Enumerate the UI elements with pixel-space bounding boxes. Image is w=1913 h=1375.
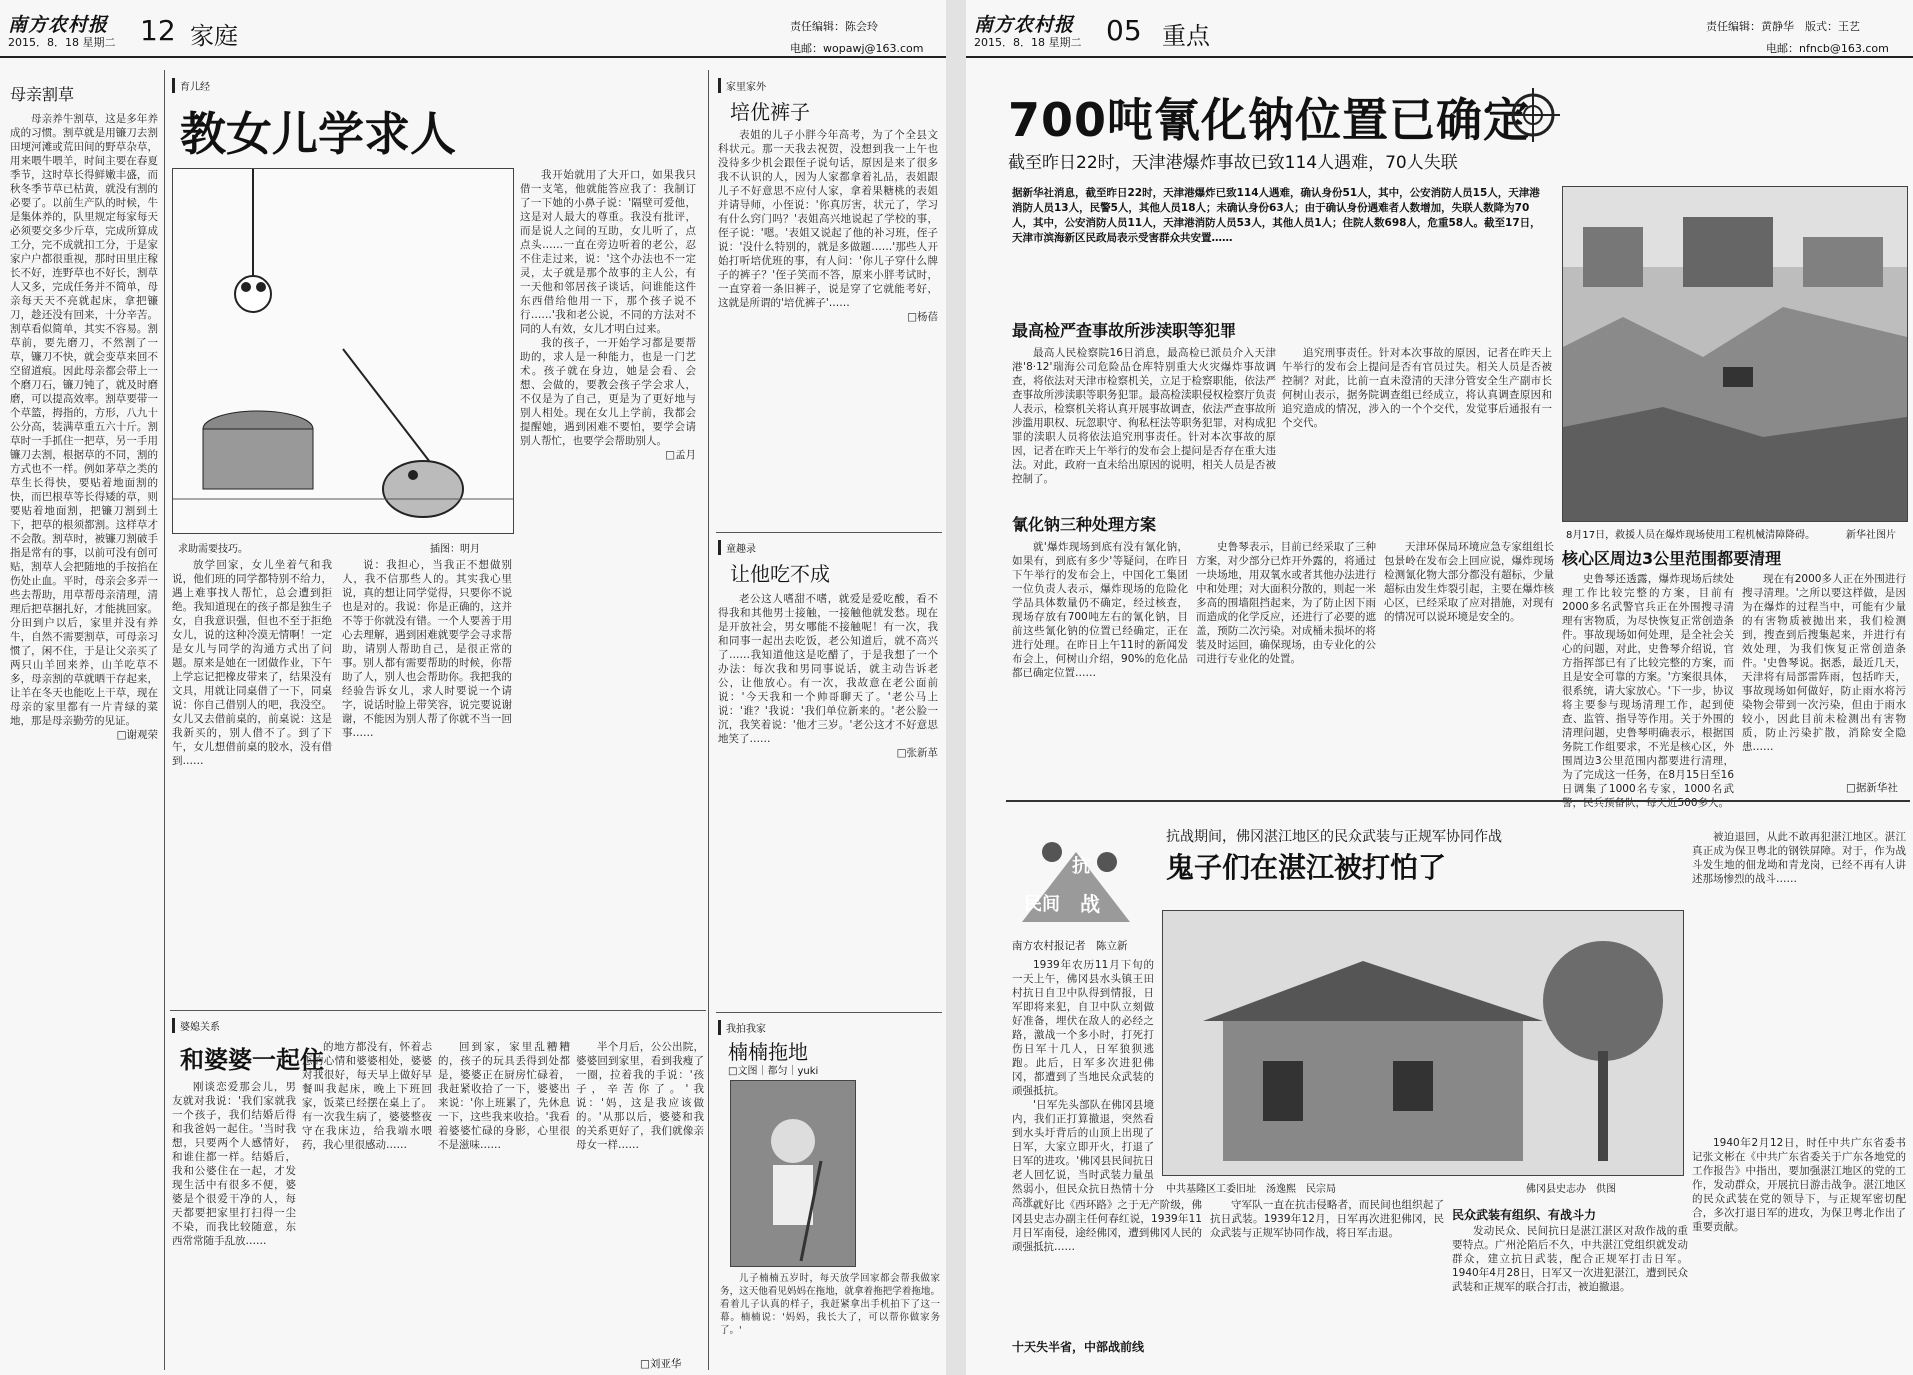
masthead-left: 南方农村报 [8,14,109,36]
divider-col-right [708,70,709,1370]
article1-title: 教女儿学求人 [180,107,456,161]
page-gutter [946,0,966,1375]
blast-photo-caption: 8月17日，救援人员在爆炸现场使用工程机械清障降碍。 [1566,530,1816,541]
sec4-text-5: 被迫退回，从此不敢再犯湛江地区。湛江真正成为保卫粤北的钢铁屏障。对于，作为战斗发生地的佃龙坳和青龙岗，已经不再有人讲述那场惨烈的战斗…… [1692,831,1906,885]
article3-body [718,592,938,1002]
war-badge-left: 民间 [1024,894,1060,915]
divider-a5 [170,1010,706,1011]
article2-title: 培优裤子 [730,100,810,124]
sec4-col-c [1210,1198,1444,1370]
sec1-body [1012,346,1276,498]
article1-col-c [520,168,696,998]
sec4-text-4: 守军队一直在抗击侵略者，而民间也组织起了抗日武装。1939年12月，日军再次进犯佛冈，民众武装与正规军协同作战，将日军击退。 [1210,1199,1444,1239]
sec4-subhead-1: 十天失半省，中部战前线 [1012,1340,1145,1354]
sec4-text-3: 就好比《西环路》之于无产阶级，佛冈县史志办副主任何春红说，1939年11月日军南侵，途经佛冈，遭到佛冈人民的顽强抵抗…… [1012,1199,1202,1253]
sec4-text-2: '日军先头部队在佛冈县境内，我们正打算撤退，突然看到水头圩背后的山顶上出现了日军，大家立即开火，打退了日军的进攻。'佛冈县民间抗日老人回忆说，当时武装力量虽然弱小，但民众抗日热情十分高涨。 [1012,1099,1154,1209]
sec2-text: 就'爆炸现场到底有没有氰化钠，如果有，到底有多少'等疑问，在昨日下午举行的发布会上，中国化工集团一位负责人表示，爆炸现场的危险化学品具体数量仍不确定，经过核查，现场存放有700吨左右的氰化钠，目前这些氰化钠的位置已经确定，正在进行处理。在昨日上午11时的新闻发布会上，何树山介绍，90%的危化品都已确定位置…… [1012,541,1188,679]
article5-title: 和婆婆一起住 [180,1046,324,1074]
sec4-text-6b: 1940年2月12日，时任中共广东省委书记张文彬在《中共广东省委关于广东各地党的工作报告》中指出，要加强湛江地区的党的工作，发动群众，开展抗日游击战争。湛江地区的民众武装在党的领导下，与正规军密切配合，多次打退日军的进攻，为保卫粤北作出了重要贡献。 [1692,1137,1906,1233]
article5-col-d [576,1040,704,1356]
article5-col-b [302,1040,432,1370]
masthead-right: 南方农村报 [974,14,1075,36]
sec2-text-3: 天津环保局环境应急专家组组长包景岭在发布会上回应说，爆炸现场检测氰化物大部分都没有超标，少量超标由发生炸裂引起，主要在爆炸核心区，已经采取了应对措施，对现有的情况可以说环境是安全的。 [1384,541,1554,623]
boy-mopping-photo [731,1081,855,1266]
lead-summary-text: 据新华社消息，截至昨日22时，天津港爆炸已致114人遇难，确认身份51人，其中，公安消防人员15人，天津港消防人员13人，民警5人，其他人员18人；未确认身份63人；由于确认身份遇难者人数增加，失联人数降为70人，其中，公安消防人员11人，天津港消防人员53人，其他人员1人；住院人数698人，危重58人。截至17日，天津市滨海新区民政局表示受害群众共安置…… [1012,187,1541,244]
divider-a2 [716,532,942,533]
main-headline: 700吨氰化钠位置已确定 [1008,93,1531,147]
divider-a3 [716,1012,942,1013]
divider-col1 [164,70,165,1370]
right-page [966,0,1913,1375]
article1-col-b [342,558,512,998]
article5-text-3: 回到家，家里乱糟糟的，孩子的玩具丢得到处都是，婆婆正在厨房忙碌着，我赶紧收拾了一下，婆婆出来说：'你上班累了，先休息一下，这些我来收拾。'我看着婆婆忙碌的身影，心里很不是滋味…… [438,1041,570,1151]
section-right: 重点 [1162,22,1210,50]
sec4-col-b [1012,1198,1202,1332]
article1-caption: 求助需要技巧。 [178,544,248,555]
sec1-title: 最高检严查事故所涉渎职等犯罪 [1012,321,1237,340]
article4-tag: 我拍我家 [718,1020,766,1035]
sec2-text-2: 史鲁琴表示，目前已经采取了三种方案，对少部分已炸开外露的，将通过一块场地，用双氧水或者其他办法进行中和处理；对大面积分散的，则起一米多高的围墙阻挡起来，为了防止因下雨而造成的化学反应，还进行了必要的遮盖，预防二次污染。对成桶未损坏的将装及时运回，确保现场，由专业化的公司进行专业化的处置。 [1196,541,1376,665]
editor-left: 责任编辑：陈会玲 [790,20,878,33]
date-right: 2015．8．18 星期二 [974,36,1082,49]
sec3-title: 核心区周边3公里范围都要清理 [1562,549,1782,568]
war-badge-big: 战 [1080,892,1100,916]
article5-text-1: 刚谈恋爱那会儿，男友就对我说：'我们家就我一个孩子，我们结婚后得和我爸妈一起住。'当时我想，只要两个人感情好，和谁住都一样。结婚后，我和公婆住在一起，才发现生活中有很多不便，婆婆是个很爱干净的人，每天都要把家里打扫得一尘不染，而我比较随意，东西常常随手乱放…… [172,1081,296,1247]
sec2-body3 [1384,540,1554,790]
article1-tag: 育儿经 [172,78,210,93]
col1-title: 母亲割草 [10,85,75,104]
article2-text: 表姐的儿子小胖今年高考，为了个全县文科状元。那一天我去祝贺，没想到我一上午也没待多少机会跟侄子说句话，原因是来了很多我不认识的人，因为人家都拿着礼品，表姐跟儿子不好意思不应付人家，拿着果糖桃的表姐并请导师，小侄说：'你真厉害，状元了，学习有什么窍门吗？'表姐高兴地说起了学校的事，侄子说：'嗯。'表姐又说起了他的补习班，侄子说：'没什么特别的，就是多做题……'那些人开始打听培优班的事，有人问：'你儿子穿什么牌子的裤子？'侄子笑而不答，原来小胖考试时，一直穿着一条旧裤子，说是穿了它就能考好，这就是所谓的'培优裤子'…… [718,129,938,309]
sec4-col-e [1452,1224,1688,1370]
page-number-right: 05 [1106,14,1142,47]
divider-sec4 [1006,800,1910,802]
sec4-kicker: 抗战期间，佛冈湛江地区的民众武装与正规军协同作战 [1166,829,1502,845]
sec2-title: 氰化钠三种处理方案 [1012,515,1157,534]
article3-title: 让他吃不成 [730,562,830,586]
email-left: 电邮：wopawj@163.com [790,42,924,55]
sec3-text-2: 现在有2000多人正在外围进行搜寻清理。'之所以要这样做，是因为在爆炸的过程当中，可能有少量的有害物质被抛出来，我们检测到，搜查到后搜集起来，并进行有效处理，为我们恢复正常创造条件。'史鲁琴说。据悉，最近几天，天津将有局部雷阵雨，包括昨天，事故现场如何做好，防止雨水将污染物会带到一次污染，但由于雨水较小，因此目前未检测出有害物质，防止污染扩散，消除安全隐患…… [1742,573,1906,753]
article2-tag: 家里家外 [718,78,766,93]
sec1-text-2: 追究刑事责任。针对本次事故的原因，记者在昨天上午举行的发布会上提问是否有官员过失。相关人员是否被控制？对此，比前一直未澄清的天津分管安全生产副市长何树山表示，据务院调查组已经成立，将认真调查原因和追究造成的情况，涉入的一个个交代，发觉事后通报有一个交代。 [1282,347,1552,429]
date-left: 2015．8．18 星期二 [8,36,116,49]
article5-col-c [438,1040,570,1370]
sec3-body2 [1742,572,1906,778]
sec4-col-d [1692,830,1906,1130]
article1-text-1: 放学回家，女儿坐着气和我说，他们班的同学都特别不给力，遇上难事找人帮忙，总会遭到拒绝。我知道现在的孩子都是独生子女，自我意识强，但也不至于拒绝女儿，说的这种冷漠无情啊！一定是女儿与同学的沟通方式出了问题。原来是她在一团做作业，下午上学忘记把橡皮带来了，结果没有文具，用就让同桌借了一下，同桌说：你自己借别人的吧，我没空。女儿又去借前桌的，前桌说：这是我新买的，别人借不了。到了下午，女儿想借前桌的胶水，没有借到…… [172,559,332,767]
article4-photo [730,1080,856,1267]
article4-caption: 儿子楠楠五岁时，每天放学回家都会帮我做家务，这天他看见妈妈在拖地，就拿着拖把学着拖地。看着儿子认真的样子，我赶紧拿出手机拍下了这一幕。楠楠说：'妈妈，我长大了，可以帮你做家务了。' [720,1273,940,1336]
section-left: 家庭 [190,22,238,50]
sec4-reporter: 南方农村报记者 陈立新 [1012,940,1128,952]
top-rule-right [966,56,1913,58]
sec4-col-a [1012,958,1154,1209]
col1-text: 母亲养牛割草，这是多年养成的习惯。割草就是用镰刀去割田埂河滩或荒田间的野草杂草，用来喂牛喂羊，时间主要在春夏季节，这时草长得鲜嫩丰盛，而秋冬季节草已枯黄，就没有割的必要了。以前生产队的时候，牛是集体养的，队里规定每家每天必须要交多少斤草，完成所算成工分，完不成就扣工分，于是家家户户都很重视，那时田里庄稼长不好，连野草也不好长，割草人又多，完成任务并不简单，母亲每天天不亮就起床，拿把镰刀，趁还没有回来，十分辛苦。割草看似简单，其实不容易。割草前，要先磨刀，不然割了一草，镰刀不快，就会变草来回不空留道痕。因此母亲都会带上一个磨刀石，镰刀钝了，就及时磨磨，可以提高效率。割草要带一个草篮，拇指的，方形，八九十公分高，装满草重五六十斤。割草时一手抓住一把草，另一手用镰刀去割，根据草的不同，割的方式也不一样。例如茅草之类的草生长得快，要贴着地面割的快，而巴根草等长得矮的草，则要贴着地面割，把镰刀割到土下，把草的根须都割。这样草才不会散。割草时，被镰刀割破手指是常有的事，以前可没有创可贴，割草人会把随地的手按掐在伤处止血。平时，母亲会多弄一些去帮助，用草帮母亲清理，清理后把草捆扎好，才能挑回家。分田到户以后，家里并没有养牛，自然不需要割草，可母亲习惯了，闲不住，于是让父亲买了两只山羊回来养，山羊吃草不多，母亲割的草就晒干存起来，让羊在冬天也能吃上干草，现在母亲的家里都有一片青绿的菜地，那是母亲勤劳的见证。 [10,113,158,727]
sec4-title: 鬼子们在湛江被打怕了 [1166,851,1447,884]
sec2-body2 [1196,540,1376,790]
page-number-left: 12 [140,14,176,47]
article5-tag: 婆媳关系 [172,1018,220,1033]
article5-author: □刘亚华 [640,1358,682,1370]
article3-tag: 童趣录 [718,540,756,555]
article2-body [718,128,938,528]
blast-photo-credit: 新华社图片 [1846,530,1896,541]
sec3-body [1562,572,1734,809]
old-building-photo [1162,910,1684,1176]
lead-summary [1012,186,1542,304]
article5-text-4: 半个月后，公公出院，婆婆回到家里，看到我瘦了一圈，拉着我的手说：'孩子，辛苦你了。'我说：'妈，这是我应该做的。'从那以后，婆婆和我的关系更好了，我们就像亲母女一样…… [576,1041,704,1151]
article1-author: □孟月 [665,449,696,461]
article3-author: □张新革 [896,747,938,759]
blast-site-photo [1562,186,1908,522]
article4-credit: □文图｜都匀｜yuki [728,1066,819,1077]
article2-author: □杨蓓 [907,311,938,323]
article4-title: 楠楠拖地 [728,1040,808,1064]
article5-text-2: 的地方都没有，怀着忐忑的心情和婆婆相处，婆婆对我很好，每天早上做好早餐叫我起床，晚上下班回家，饭菜已经摆在桌上了。有一次我生病了，婆婆整夜守在我床边，给我端水喂药，我心里很感动…… [302,1041,432,1151]
war-badge-small: 抗 [1072,856,1090,877]
sub-headline: 截至昨日22时，天津港爆炸事故已致114人遇难，70人失联 [1008,153,1458,173]
sec3-text: 史鲁琴还透露，爆炸现场后续处理工作比较完整的方案，目前有2000多名武警官兵正在外围搜寻清理有害物质，为尽快恢复正常创造条件。事故现场如何处理，是全社会关心的问题，对此，史鲁琴介绍说，官方指挥部已有了比较完整的方案，而且是安全可靠的方案。'方案很具体，很系统，请大家放心。'下一步，协议将主要参与现场清理工作，起到使查、监管、指导等作用。关于外围的清理问题，史鲁琴明确表示，根据国务院工作组要求，不光是核心区，外围周边3公里范围内都要进行清理，为了完成这一任务，在8月15日至16日调集了1000名专家，1000名武警，民兵预备队，每天近500多人。 [1562,573,1734,809]
crosshair-icon [1506,88,1560,142]
sec3-author: □据新华社 [1846,782,1898,794]
col1-author: □谢观荣 [116,729,158,741]
email-right: 电邮：nfncb@163.com [1766,42,1889,55]
article1-text-2: 说：我担心，当我正不想做别人，我不信那些人的。其实我心里说，真的想让同学觉得，只要你不说也是对的。我说：你是正确的，这并不等于你就没有错。一个人要善于用心去理解，遇到困难就要学会寻求帮助，请别人帮助自己，是很正常的事。别人都有需要帮助的时候，你帮助了人，别人也会帮助你。我把我的经验告诉女儿，求人时要说一个请字，说话时脸上带笑容，说完要说谢谢，不能因为别人帮了你就不当一回事…… [342,559,512,739]
article5-col-a [172,1080,296,1370]
col1-body [10,112,158,1362]
left-page [0,0,946,1375]
sec4-text-6: 发动民众、民间抗日是湛江湛区对敌作战的重要特点。广州沦陷后不久，中共湛江党组织就发动群众，建立抗日武装，配合正规军打击日军。1940年4月28日，日军又一次进犯湛江，遭到民众武装和正规军的联合打击，被迫撤退。 [1452,1225,1688,1293]
sec4-subhead-2: 民众武装有组织、有战斗力 [1452,1208,1597,1222]
top-rule-left [0,56,946,58]
article1-col-a [172,558,332,998]
article1-text-3: 我开始就用了大开口，如果我只借一支笔，他就能答应我了：我制订了一下她的小鼻子说：'隔壁可爱他，这是对人最大的尊重。我没有批评，而是说人之间的互助，女儿听了，点点头……一直在旁边听着的老公，忍不住走过来，说：'这个办法也不一定灵，太子就是那个故事的主人公，有一天他和邻居孩子谈话，问谁能这件东西借给他用一下，那个孩子说不行……'我和老公说，不同的方法对不同的人有效，女儿才明白过来。 [520,169,696,335]
article3-text: 老公这人嗜甜不嗜，就爱是爱吃酸，看不得我和其他男士接触，一接触他就发愁。现在是开放社会，男女哪能不接触呢！有一次，我和同事一起出去吃饭，老公知道后，就不高兴了……我知道他这是吃醋了，于是我想了一个办法：每次我和男同事说话，就主动告诉老公，让他放心。有一次，我故意在老公面前说：'今天我和一个帅哥聊天了。'老公马上说：'谁？'我说：'我们单位新来的。'老公脸一沉，我笑着说：'他才三岁。'老公这才不好意思地笑了…… [718,593,938,745]
sec2-body [1012,540,1188,790]
sec4-text-1: 1939年农历11月下旬的一天上午，佛冈县水头镇王田村抗日自卫中队得到情报，日军即将来犯，自卫中队立刻做好准备，埋伏在敌人的必经之路，激战一个多小时，打死打伤日军十几人，日军狼狈逃跑。此后，日军多次进犯佛冈，都遭到了当地民众武装的顽强抵抗。 [1012,959,1154,1097]
article1-caption-credit: 插图：明月 [430,544,480,555]
war-badge [1012,822,1140,928]
old-photo-caption-left: 中共基隆区工委旧址 汤逸熙 民宗局 [1166,1184,1336,1195]
article4-caption-box [720,1272,940,1368]
article1-illustration [172,168,514,534]
well-frogs-illustration [173,169,513,533]
old-photo-caption-right: 佛冈县史志办 供图 [1526,1184,1616,1195]
editor-right: 责任编辑：黄静华 版式：王艺 [1706,20,1860,33]
sec1-text: 最高人民检察院16日消息，最高检已派员介入天津港'8·12'瑞海公司危险品仓库特别重大火灾爆炸事故调查，将依法对天津市检察机关，立足于检察职能，依法严查事故所涉渎职等职务犯罪。最高检渎职侵权检察厅负责人表示，检察机关将认真开展事故调查，依法严查事故所涉滥用职权、玩忽职守、徇私枉法等职务犯罪，对构成犯罪的渎职人员将依法追究刑事责任。针对本次事故的原因，记者在昨天上午举行的发布会上提问是否存在重大违法。对此，政府一直未给出原因的说明，相关人员是否被控制了。 [1012,347,1276,485]
sec1-body2 [1282,346,1552,498]
article1-text-4: 我的孩子，一开始学习都是要帮助的，求人是一种能力，也是一门艺术。孩子就在身边，她是会看、会想、会做的，要教会孩子学会求人，不仅是为了自己，更是为了更好地与别人相处。现在女儿上学前，我都会提醒她，遇到困难不要怕，要学会请别人帮忙，也要学会帮助别人。 [520,337,696,447]
ruins-photo [1563,187,1907,521]
old-house-photo [1163,911,1683,1175]
sec4-col-f [1692,1136,1906,1370]
